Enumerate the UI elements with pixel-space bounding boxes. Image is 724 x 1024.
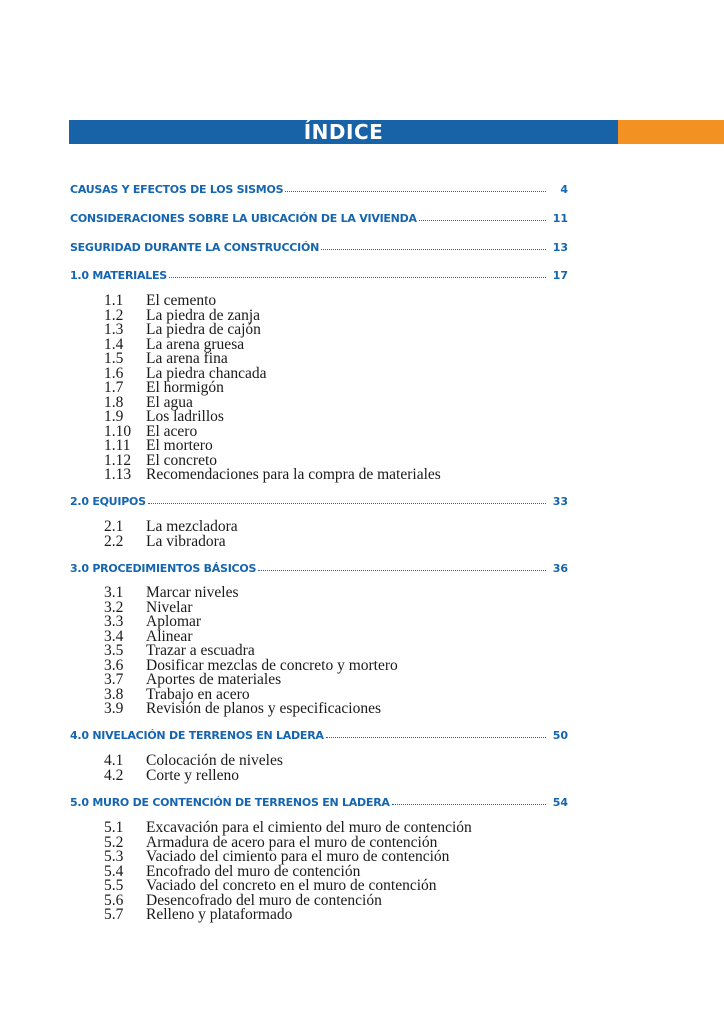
dot-leader xyxy=(419,219,546,221)
toc-subitem[interactable]: 5.5 Vaciado del concreto en el muro de contención xyxy=(104,877,437,894)
toc-subitem[interactable]: 3.4 Alinear xyxy=(104,627,193,645)
toc-entry-causas[interactable] xyxy=(70,183,568,197)
toc-entry-title: 3.0 PROCEDIMIENTOS BÁSICOS xyxy=(70,562,257,575)
toc-subitem[interactable]: 1.3 La piedra de cajón xyxy=(104,321,261,338)
toc-entry-equipos[interactable] xyxy=(70,495,568,509)
toc-entry-page: 54 xyxy=(552,796,568,809)
toc-subitem[interactable]: 3.1 Marcar niveles xyxy=(104,584,239,601)
toc-subitem[interactable]: 4.1 Colocación de niveles xyxy=(104,752,283,769)
toc-subitem[interactable]: 5.4 Encofrado del muro de contención xyxy=(104,862,361,880)
toc-subitem[interactable]: 4.2 Corte y relleno xyxy=(104,766,239,784)
toc-entry-materiales[interactable] xyxy=(70,269,568,283)
toc-entry-title: SEGURIDAD DURANTE LA CONSTRUCCIÓN xyxy=(70,241,320,254)
toc-subitem[interactable]: 1.10 El acero xyxy=(104,422,198,440)
toc-subitem[interactable]: 5.6 Desencofrado del muro de contención xyxy=(104,891,382,909)
toc-subitem[interactable]: 3.5 Trazar a escuadra xyxy=(104,642,255,659)
toc-subitem[interactable]: 1.13 Recomendaciones para la compra de materiales xyxy=(104,466,441,483)
toc-subitem[interactable]: 5.7 Relleno y plataformado xyxy=(104,906,293,923)
dot-leader xyxy=(326,736,546,738)
toc-subitem[interactable]: 3.9 Revisión de planos y especificaciones xyxy=(104,700,382,717)
toc-subitem[interactable]: 3.6 Dosificar mezclas de concreto y mortero xyxy=(104,656,398,674)
toc-subitem[interactable]: 3.3 Aplomar xyxy=(104,613,202,630)
dot-leader xyxy=(285,190,546,192)
dot-leader xyxy=(169,276,546,278)
toc-subitem[interactable]: 2.1 La mezcladora xyxy=(104,518,238,535)
toc-entry-title: 2.0 EQUIPOS xyxy=(70,495,146,508)
toc-entry-title: 4.0 NIVELACIÓN DE TERRENOS EN LADERA xyxy=(70,729,324,742)
toc-subitem[interactable]: 1.8 El agua xyxy=(104,393,193,411)
dot-leader xyxy=(148,502,546,504)
toc-entry-nivelacion[interactable] xyxy=(70,729,568,743)
toc-entry-page: 36 xyxy=(552,562,568,575)
toc-entry-consideraciones[interactable] xyxy=(70,212,568,226)
dot-leader xyxy=(392,803,546,805)
toc-subitem[interactable]: 1.7 El hormigón xyxy=(104,379,224,396)
toc-entry-title: CAUSAS Y EFECTOS DE LOS SISMOS xyxy=(70,183,284,196)
toc-subitem[interactable]: 3.8 Trabajo en acero xyxy=(104,685,250,703)
toc-subitem[interactable]: 1.12 El concreto xyxy=(104,451,218,469)
toc-subitem[interactable]: 5.3 Vaciado del cimiento para el muro de contención xyxy=(104,848,450,865)
toc-entry-seguridad[interactable] xyxy=(70,241,568,255)
orange-accent-bar xyxy=(618,120,724,144)
toc-entry-title: 5.0 MURO DE CONTENCIÓN DE TERRENOS EN LADERA xyxy=(70,796,390,809)
toc-subitem[interactable]: 1.5 La arena fina xyxy=(104,350,228,367)
toc-subitem[interactable]: 1.4 La arena gruesa xyxy=(104,335,245,353)
toc-subitem[interactable]: 1.11 El mortero xyxy=(104,437,213,454)
index-title: ÍNDICE xyxy=(303,120,384,144)
toc-entry-muro[interactable] xyxy=(70,796,568,810)
toc-subitem[interactable]: 1.6 La piedra chancada xyxy=(104,364,267,382)
dot-leader xyxy=(258,569,546,571)
toc-subitem[interactable]: 1.9 Los ladrillos xyxy=(104,408,224,425)
dot-leader xyxy=(321,248,546,250)
toc-subitem[interactable]: 5.1 Excavación para el cimiento del muro de contención xyxy=(104,819,472,836)
toc-entry-page: 33 xyxy=(552,495,568,508)
toc-subitem[interactable]: 1.2 La piedra de zanja xyxy=(104,306,261,324)
toc-entry-page: 11 xyxy=(552,212,568,225)
toc-subitem[interactable]: 3.2 Nivelar xyxy=(104,598,193,616)
index-title-banner xyxy=(69,120,618,144)
toc-entry-procedimientos[interactable] xyxy=(70,562,568,576)
toc-subitem[interactable]: 1.1 El cemento xyxy=(104,292,217,309)
toc-entry-page: 17 xyxy=(552,269,568,282)
toc-subitem[interactable]: 2.2 La vibradora xyxy=(104,532,226,550)
toc-subitem[interactable]: 3.7 Aportes de materiales xyxy=(104,671,282,688)
toc-entry-page: 13 xyxy=(552,241,568,254)
toc-entry-title: 1.0 MATERIALES xyxy=(70,269,167,282)
toc-entry-page: 4 xyxy=(560,183,568,196)
toc-entry-title: CONSIDERACIONES SOBRE LA UBICACIÓN DE LA VIVIENDA xyxy=(70,212,417,225)
toc-entry-page: 50 xyxy=(552,729,568,742)
toc-subitem[interactable]: 5.2 Armadura de acero para el muro de contención xyxy=(104,833,438,851)
